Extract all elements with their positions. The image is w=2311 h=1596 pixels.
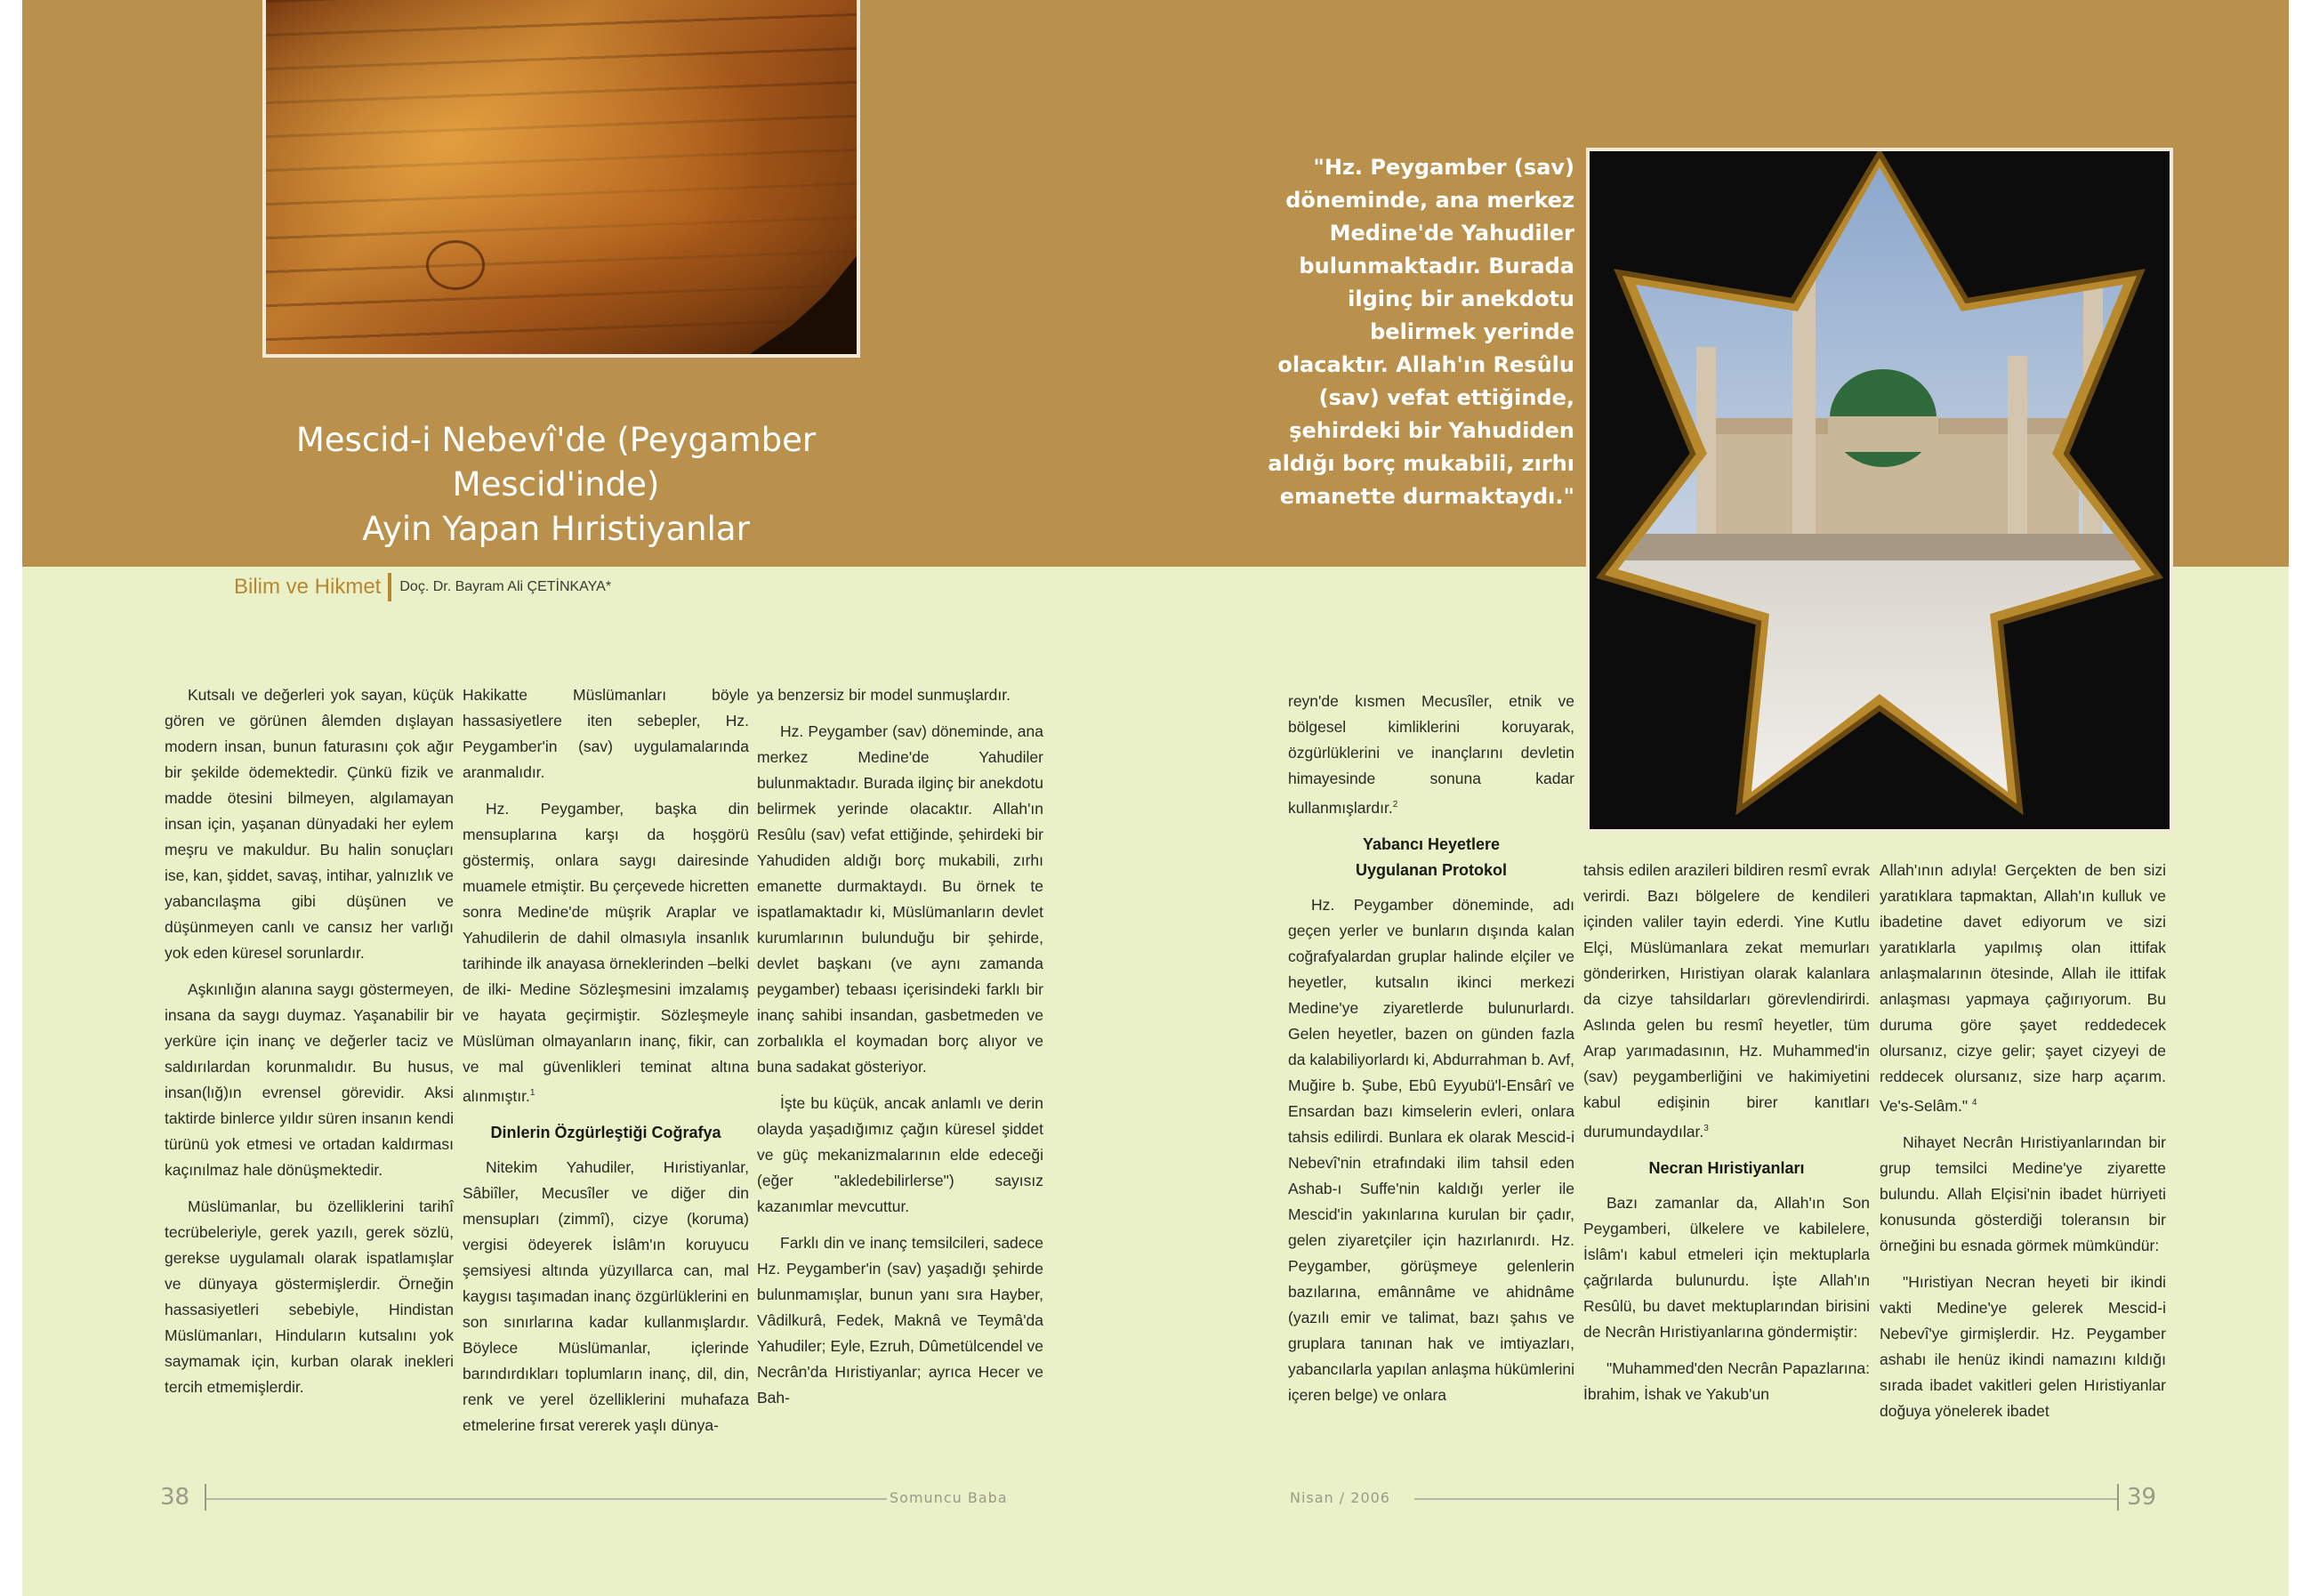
footer-rule-left [206, 1498, 887, 1500]
subheading [1288, 832, 1574, 883]
papyrus-manuscript-image [262, 0, 860, 358]
text-column-5 [1583, 858, 1870, 1418]
paragraph-text: Hz. Peygamber, başka din mensuplarına karşı da hoşgörü göstermiş, onlara saygı dairesinde muamele etmiştir. Bu çerçevede hicretten sonra Medine'de müşrik Araplar ve Yahudilerin de dahil olmasıyla insanlık tarihinde ilk anayasa örneklerinden –belki de ilki- Medine Sözleşmesini imzalamış ve hayata geçirmiştir. Sözleşmeyle Müslüman olmayanların inanç, fikir, can ve mal güvenlikleri teminat altına alınmıştır. [463, 800, 749, 1105]
paragraph: ya benzersiz bir model sunmuşlardır. [757, 686, 1011, 704]
paragraph: "Muhammed'den Necrân Papazlarına: İbrahim, İshak ve Yakub'un [1583, 1358, 1870, 1403]
paragraph [463, 796, 749, 1109]
text-column-6 [1880, 858, 2166, 1435]
author-name: Doç. Dr. Bayram Ali ÇETİNKAYA* [399, 579, 612, 594]
title-line-2: Ayin Yapan Hıristiyanlar [362, 510, 750, 548]
paragraph: Nitekim Yahudiler, Hıristiyanlar, Sâbiîler, Mecusîler ve diğer din mensupları (zimmî), cizye (koruma) vergisi ödeyerek İslâm'ın koruyucu şemsiyesi altında yüzyıllarca can, mal kaygısı taşımadan inanç özgürlüklerini en son sınırlarına kadar kullanmışlardır. Böylece Müslümanlar, içlerinde barındırdıkları toplumların inanç, dil, din, renk ve yerel özelliklerini muhafaza etmelerine fırsat vererek yaşlı dünya- [463, 1157, 749, 1434]
article-title [218, 418, 894, 552]
title-line-1: Mescid-i Nebevî'de (Peygamber Mescid'inde) [295, 421, 817, 504]
paragraph: Hz. Peygamber (sav) döneminde, ana merkez Medine'de Yahudiler bulunmaktadır. Burada ilginç bir anekdotu belirmek yerinde olacaktır. Allah'ın Resûlu (sav) vefat ettiğinde, şehirdeki bir Yahudiden aldığı borç mukabili, zırhı emanette durmaktaydı. Bu örnek te ispatlamaktadır ki, Müslümanların devlet kurumlarının bulunduğu bir şehirde, devlet başkanı (ve aynı zamanda peygamber) tebaası içerisindeki farklı bir inanç sahibi insandan, gasbetmeden ve zorbalıkla el koymadan borç alıyor ve buna sadakat gösteriyor. [757, 722, 1044, 1076]
paragraph: "Hıristiyan Necran heyeti bir ikindi vakti Medine'ye gelerek Mescid-i Nebevî'ye girmişlerdir. Hz. Peygamber ashabı ile henüz ikindi namazını kıldığı sırada ibadet vakitleri gelen Hıristiyanlar doğuya yönelerek ibadet [1880, 1272, 2166, 1420]
subheading: Dinlerin Özgürleştiği Coğrafya [490, 1123, 721, 1141]
paragraph-text: tahsis edilen arazileri bildiren resmî evrak verirdi. Bazı bölgelere de kendileri içinden valiler tayin ederdi. Yine Kutlu Elçi, Müslümanlara zekat memurları gönderirken, Hıristiyan olarak kalanlara da cizye tahsildarları görevlendirirdi. Aslında gelen bu resmî heyetler, tüm Arap yarımadasının, Hz. Muhammed'in (sav) peygamberliğini ve hakimiyetini kabul edişinin birer kanıtları durumundaydılar. [1583, 861, 1870, 1141]
subheading: Necran Hıristiyanları [1648, 1158, 1805, 1177]
footer-tick-right [2117, 1484, 2119, 1511]
footnote-ref: 2 [1392, 800, 1398, 810]
page-number-left: 38 [160, 1484, 190, 1511]
subheading-line-2: Uygulanan Protokol [1355, 860, 1507, 879]
paragraph: Hz. Peygamber döneminde, adı geçen yerler ve bunların dışında kalan coğrafyalardan gruplar halinde elçiler ve heyetler, kutsalın ikinci merkezi Medine'ye ziyaretlerde bulunurlardı. Gelen heyetler, bazen on günden fazla da kalabiliyorlardı ki, Abdurrahman b. Avf, Muğire b. Şube, Ebû Eyyubü'l-Ensârî ve Ensardan bazı kimselerin evleri, onlara tahsis edilirdi. Bunlara ek olarak Mescid-i Nebevî'nin etrafındaki ilim tahsil eden Ashab-ı Suffe'nin kaldığı yerler ile Mescid'in yakınlarına kurulan bir çadır, gelen ziyaretçiler için hazırlanırdı. Hz. Peygamber, görüşmeye gelenlerin bazılarına, emânnâme ve ahidnâme (yazılı emir ve talimat, bazı şahıs ve gruplara tanınan hak ve imtiyazları, yabancılarla yapılan anlaşma hükümlerini içeren belge) ve onlara [1288, 895, 1574, 1404]
paragraph: Farklı din ve inanç temsilcileri, sadece Hz. Peygamber'in (sav) yaşadığı şehirde bulunmamışlar, bunun yanı sıra Hayber, Vâdilkurâ, Fedek, Maknâ ve Teymâ'da Yahudiler; Eyle, Ezruh, Dûmetülcendel ve Necrân'da Hıristiyanlar; ayrıca Hecer ve Bah- [757, 1234, 1043, 1407]
text-column-2 [463, 682, 749, 1449]
paragraph [1880, 858, 2166, 1119]
seal-mark [426, 240, 485, 290]
paragraph [1288, 689, 1574, 821]
torn-corner [750, 256, 857, 354]
footer-rule-right [1414, 1498, 2117, 1500]
text-column-4 [1288, 689, 1574, 1419]
page-number-right: 39 [2127, 1484, 2157, 1511]
paragraph: Hakikatte Müslümanları böyle hassasiyetlere iten sebepler, Hz. Peygamber'in (sav) uygulamalarında aranmalıdır. [463, 686, 749, 781]
text-column-1 [165, 682, 454, 1411]
paragraph-text: reyn'de kısmen Mecusîler, etnik ve bölgesel kimliklerini koruyarak, özgürlüklerini ve inançlarını devletin himayesinde sonuna kadar kullanmışlardır. [1288, 692, 1574, 817]
article-kicker [234, 573, 611, 601]
paragraph: Müslümanlar, bu özelliklerini tarihî tecrübeleriyle, gerek yazılı, gerek sözlü, gerekse uygulamalı olarak ispatlamışlar ve dünyaya göstermişlerdir. Örneğin hassasiyetleri sebebiyle, Hindistan Müslümanları, Hinduların kutsalını yok saymamak için, kurban olarak inekleri tercih etmemişlerdir. [165, 1197, 454, 1396]
footnote-ref: 1 [529, 1088, 535, 1098]
paragraph: Nihayet Necrân Hıristiyanlarından bir grup temsilci Medine'ye ziyarette bulundu. Allah Elçisi'nin ibadet hürriyeti konusunda gösterdiği toleransın bir örneğini bu esnada görmek mümkündür: [1880, 1133, 2166, 1254]
paragraph: Bazı zamanlar da, Allah'ın Son Peygamberi, ülkelere ve kabilelere, İslâm'ı kabul etmeleri için mektuplarla çağrılarda bulunurdu. İşte Allah'ın Resûlü, bu davet mektuplarından birisini de Necrân Hıristiyanlarına göndermiştir: [1583, 1193, 1870, 1341]
footnote-ref: 4 [1971, 1098, 1977, 1108]
issue-date: Nisan / 2006 [1290, 1489, 1390, 1506]
paragraph: İşte bu küçük, ancak anlamlı ve derin olayda yaşadığımız çağın küresel şiddet ve güç mekanizmalarının elde edeceği (eğer "akledebilirlerse") sayısız kazanımlar mevcuttur. [757, 1094, 1043, 1215]
mosque-star-window-image [1586, 148, 2173, 833]
paragraph: Aşkınlığın alanına saygı göstermeyen, insana da saygı duymaz. Yaşanabilir bir yerküre için inanç ve değerler taciz ve saldırılardan korunmalıdır. Bu husus, insan(lığ)ın evrensel görevidir. Aksi taktirde binlerce yıldır süren insanın kendi türünü yok etmesi ve ortadan kaldırması kaçınılmaz hale dönüşmektedir. [165, 980, 454, 1179]
text-column-3 [757, 682, 1043, 1422]
footer-tick-left [205, 1484, 206, 1511]
paragraph: Kutsalı ve değerleri yok sayan, küçük gören ve görünen âlemden dışlayan modern insan, bunun faturasını çok ağır bir şekilde ödemektedir. Çünkü fizik ve madde ötesini bilmeyen, algılamayan insan için, yaşanan dünyadaki her eylem meşru ve makuldur. Bu halin sonuçları ise, kan, şiddet, savaş, intihar, yalnızlık ve yabancılaşma gibi düşünen ve düşünmeyen canlı ve cansız her varlığı yok eden küresel sorunlardır. [165, 686, 454, 962]
paragraph [1583, 858, 1870, 1145]
footnote-ref: 3 [1703, 1124, 1709, 1133]
paragraph-text: Allah'ının adıyla! Gerçekten de ben sizi yaratıklara tapmaktan, Allah'ın kulluk ve ibadetine davet ediyorum ve sizi yaratıklarla yapılmış olan ittifak anlaşmalarının ötesinde, Allah ile ittifak anlaşması yapmaya çağırıyorum. Bu duruma göre şayet reddedecek olursanız, cizye gelir; şayet cizyeyi de reddecek olursanız, size harp açarım. Ve's-Selâm." [1880, 861, 2166, 1115]
magazine-name: Somuncu Baba [890, 1489, 1008, 1506]
pull-quote: "Hz. Peygamber (sav) döneminde, ana merkez Medine'de Yahudiler bulunmaktadır. Burada ilginç bir anekdotu belirmek yerinde olacaktır. Allah'ın Resûlu (sav) vefat ettiğinde, şehirdeki bir Yahudiden aldığı borç mukabili, zırhı emanette durmaktaydı." [1268, 155, 1574, 509]
section-name: Bilim ve Hikmet [234, 575, 382, 599]
magazine-spread [22, 0, 2289, 1596]
subheading-line-1: Yabancı Heyetlere [1362, 834, 1501, 853]
kicker-divider [388, 573, 391, 601]
